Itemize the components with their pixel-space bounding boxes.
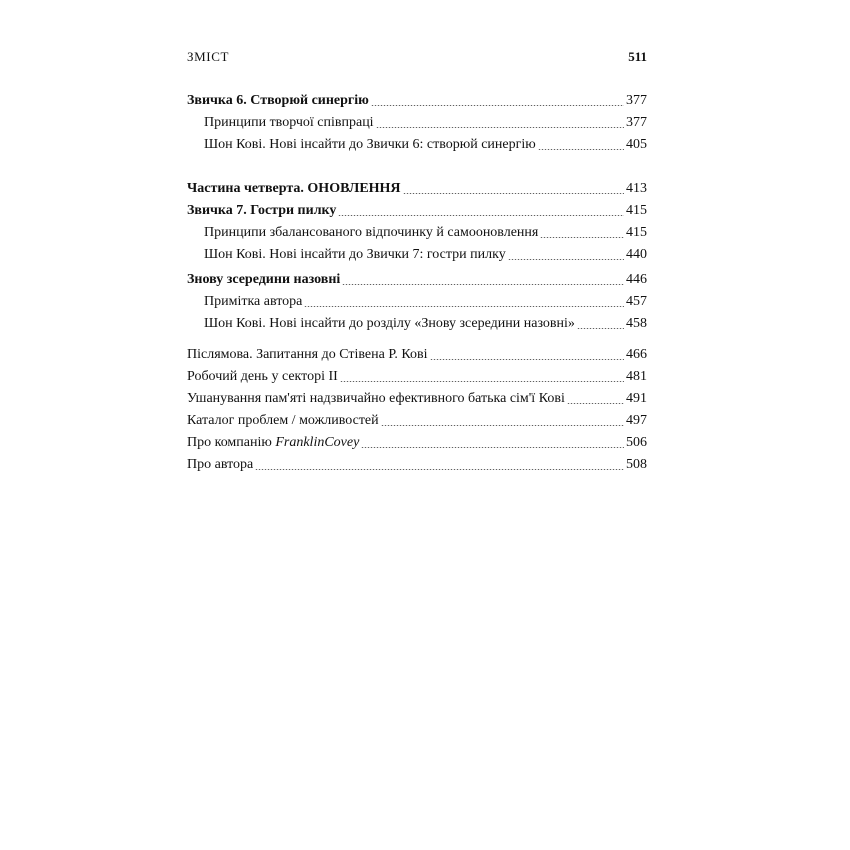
toc-entry-page: 458 xyxy=(626,316,647,331)
toc-entry-habit-7 xyxy=(187,201,647,221)
dot-leader xyxy=(255,469,624,470)
table-of-contents xyxy=(187,0,647,850)
toc-entry-quadrant-two-day xyxy=(187,367,647,387)
toc-entry-creative-cooperation xyxy=(204,113,647,133)
toc-entry-page: 413 xyxy=(626,181,647,196)
toc-entry-title: Знову зсередини назовні xyxy=(187,272,341,287)
toc-entry-page: 491 xyxy=(626,391,647,406)
toc-entry-page: 415 xyxy=(626,203,647,218)
toc-entry-title: Післямова. Запитання до Стівена Р. Кові xyxy=(187,347,428,362)
toc-entry-title: Ушанування пам'яті надзвичайно ефективного батька сім'ї Кові xyxy=(187,391,565,406)
toc-entry-sean-covey-habit-6 xyxy=(204,135,647,155)
page-number: 511 xyxy=(628,49,647,64)
dot-leader xyxy=(567,403,624,404)
toc-entry-title: Шон Кові. Нові інсайти до Звички 6: створюй синергію xyxy=(204,137,536,152)
toc-entry-page: 457 xyxy=(626,294,647,309)
dot-leader xyxy=(381,425,624,426)
dot-leader xyxy=(376,127,624,128)
toc-entry-sean-covey-inside-out xyxy=(204,314,647,334)
dot-leader xyxy=(342,284,624,285)
toc-entry-page: 377 xyxy=(626,93,647,108)
toc-entry-title: Звичка 7. Гостри пилку xyxy=(187,203,337,218)
toc-entry-tribute xyxy=(187,389,647,409)
toc-entry-balanced-renewal xyxy=(204,223,647,243)
toc-entry-page: 466 xyxy=(626,347,647,362)
toc-entry-about-author xyxy=(187,455,647,475)
toc-entry-title: Принципи збалансованого відпочинку й самооновлення xyxy=(204,225,539,240)
toc-entry-title: Шон Кові. Нові інсайти до розділу «Знову зсередини назовні» xyxy=(204,316,575,331)
dot-leader xyxy=(340,381,624,382)
toc-entry-page: 405 xyxy=(626,137,647,152)
section-title: ЗМІСТ xyxy=(187,49,230,64)
dot-leader xyxy=(540,237,624,238)
dot-leader xyxy=(577,328,624,329)
toc-entry-author-note xyxy=(204,292,647,312)
dot-leader xyxy=(338,215,624,216)
toc-entry-page: 440 xyxy=(626,247,647,262)
toc-entry-title: Примітка автора xyxy=(204,294,303,309)
dot-leader xyxy=(403,193,624,194)
toc-entry-title xyxy=(187,433,359,453)
toc-entry-page: 415 xyxy=(626,225,647,240)
dot-leader xyxy=(508,259,624,260)
toc-entry-sean-covey-habit-7 xyxy=(204,245,647,265)
toc-entry-title: Принципи творчої співпраці xyxy=(204,115,374,130)
toc-entry-title: Звичка 6. Створюй синергію xyxy=(187,93,369,108)
toc-entry-page: 377 xyxy=(626,115,647,130)
dot-leader xyxy=(430,359,624,360)
toc-entry-title: Робочий день у секторі ІІ xyxy=(187,369,338,384)
toc-entry-inside-out-again xyxy=(187,270,647,290)
toc-entry-problem-catalog xyxy=(187,411,647,431)
brand-name: FranklinCovey xyxy=(275,435,360,450)
toc-entry-page: 497 xyxy=(626,413,647,428)
toc-entry-page: 446 xyxy=(626,272,647,287)
dot-leader xyxy=(538,149,624,150)
toc-entry-page: 508 xyxy=(626,457,647,472)
dot-leader xyxy=(361,447,624,448)
toc-entry-page: 506 xyxy=(626,435,647,450)
toc-entry-title: Каталог проблем / можливостей xyxy=(187,413,379,428)
toc-entry-habit-6 xyxy=(187,91,647,111)
toc-entry-about-company xyxy=(187,433,647,453)
toc-entry-title: Частина четверта. ОНОВЛЕННЯ xyxy=(187,181,401,196)
dot-leader xyxy=(304,306,624,307)
toc-entry-title: Про автора xyxy=(187,457,254,472)
toc-entry-title: Шон Кові. Нові інсайти до Звички 7: гостри пилку xyxy=(204,247,506,262)
toc-entry-page: 481 xyxy=(626,369,647,384)
toc-entry-part-four xyxy=(187,179,647,199)
dot-leader xyxy=(371,105,624,106)
toc-entry-afterword xyxy=(187,345,647,365)
toc-entry-title-prefix: Про компанію xyxy=(187,435,276,450)
